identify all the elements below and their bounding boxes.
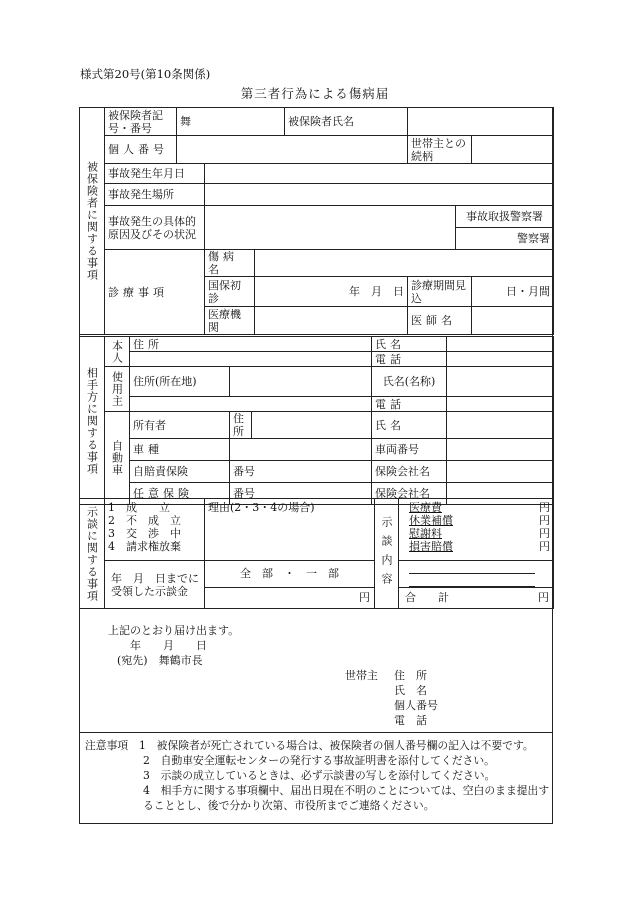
content-blank-lines[interactable]: [399, 561, 553, 587]
vol-company-label: 保険会社名: [372, 483, 447, 505]
owner-label: 所有者: [130, 412, 230, 439]
owner-name-label: 氏名: [372, 412, 447, 439]
owner-name-field[interactable]: [447, 412, 554, 439]
owner-address-label: 住所: [230, 412, 252, 439]
employer-extra-field[interactable]: [130, 397, 372, 412]
declaration-date[interactable]: 年 月 日: [130, 639, 207, 652]
institution-field[interactable]: [255, 307, 408, 335]
content-label: 示談内容: [375, 499, 399, 609]
period-field[interactable]: 日・月間: [472, 277, 554, 307]
police-field[interactable]: 警察署: [456, 228, 554, 250]
opponent-section-label: 相手方に関する事項: [80, 337, 105, 505]
doctor-field[interactable]: [472, 307, 554, 335]
symbol-label: 被保険者記号・番号: [105, 108, 177, 136]
self-phone-field[interactable]: [447, 352, 554, 367]
symbol-field[interactable]: 舞: [177, 108, 285, 136]
plate-label: 車両番号: [372, 439, 447, 461]
date-label: 事故発生年月日: [105, 164, 205, 184]
all-part-choice[interactable]: 全 部 ・ 一 部: [205, 561, 374, 588]
content-items: [399, 499, 554, 561]
total-row[interactable]: 合 計 円: [399, 587, 553, 608]
first-visit-label: 国保初診: [205, 277, 255, 307]
reason-field[interactable]: 理由(2・3・4の場合): [205, 499, 375, 561]
injury-field[interactable]: [255, 250, 554, 277]
self-name-field[interactable]: [447, 337, 554, 352]
item-damages[interactable]: 損害賠償 円: [409, 540, 550, 553]
vol-no-field[interactable]: 番号: [230, 483, 372, 505]
place-field[interactable]: [205, 184, 554, 206]
place-label: 事故発生場所: [105, 184, 205, 206]
option-2[interactable]: 2 不 成 立: [108, 514, 181, 527]
self-name-label: 氏名: [372, 337, 447, 352]
insured-table: [79, 107, 554, 335]
note-3: 3 示談の成立しているときは、必ず示談書の写しを添付してください。: [143, 769, 496, 782]
doctor-label: 医師名: [408, 307, 472, 335]
notes: [85, 738, 550, 813]
employer-address-field[interactable]: [230, 367, 372, 397]
plate-field[interactable]: [447, 439, 554, 461]
police-label: 事故取扱警察署: [456, 206, 554, 228]
self-phone-label: 電話: [372, 352, 447, 367]
received-label: 年 月 日までに受領した示談金: [105, 561, 205, 609]
settlement-options: [105, 499, 205, 561]
vehicle-type-label: 車種: [130, 439, 230, 461]
declaration-addressee: (宛先) 舞鶴市長: [117, 654, 203, 667]
settlement-section-label: 示談に関する事項: [80, 499, 105, 609]
option-3[interactable]: 3 交 渉 中: [108, 527, 181, 540]
personal-no-field[interactable]: [177, 136, 408, 164]
item-medical[interactable]: 医療費 円: [409, 501, 550, 514]
period-label: 診療期間見込: [408, 277, 472, 307]
option-4[interactable]: 4 請求権放棄: [108, 540, 181, 553]
householder-personal-no[interactable]: 個人番号: [394, 699, 438, 712]
self-label: 本人: [105, 337, 130, 367]
notes-label: 注意事項: [85, 739, 129, 752]
vehicle-type-field[interactable]: [230, 439, 372, 461]
employer-phone-field[interactable]: [447, 397, 554, 412]
employer-name-field[interactable]: [447, 367, 554, 397]
car-label: 自動車: [105, 412, 130, 505]
self-address-field[interactable]: [130, 352, 372, 367]
declaration-text: 上記のとおり届け出ます。: [108, 624, 240, 637]
insured-section-label: 被保険者に関する事項: [80, 108, 105, 335]
cause-label: 事故発生の具体的原因及びその状況: [105, 206, 205, 250]
householder-address[interactable]: 住 所: [394, 669, 427, 682]
vol-label: 任意保険: [130, 483, 230, 505]
householder-label: 世帯主: [345, 669, 378, 682]
insured-name-field[interactable]: [408, 108, 554, 136]
insured-name-label: 被保険者氏名: [285, 108, 408, 136]
item-consolation[interactable]: 慰謝料 円: [409, 527, 550, 540]
note-4: 4 相手方に関する事項欄中、届出日現在不明のことについては、空白のまま提出することとし、後で分かり次第、市役所までご連絡ください。: [143, 784, 550, 812]
relation-label: 世帯主との続柄: [408, 136, 472, 164]
institution-label: 医療機関: [205, 307, 255, 335]
item-leave[interactable]: 休業補償 円: [409, 514, 550, 527]
settlement-table: [79, 498, 554, 609]
notes-divider: [79, 732, 553, 733]
cali-no-field[interactable]: 番号: [230, 461, 372, 483]
personal-no-label: 個人番号: [105, 136, 177, 164]
first-visit-field[interactable]: 年 月 日: [255, 277, 408, 307]
received-amount[interactable]: 円: [359, 591, 370, 604]
cali-label: 自賠責保険: [130, 461, 230, 483]
note-2: 2 自動車安全運転センターの発行する事故証明書を添付してください。: [143, 754, 495, 767]
employer-address-label: 住所(所在地): [130, 367, 230, 397]
injury-label: 傷病名: [205, 250, 255, 277]
employer-name-label: 氏名(名称): [372, 367, 447, 397]
owner-address-field[interactable]: [252, 412, 372, 439]
employer-phone-label: 電話: [372, 397, 447, 412]
received-field[interactable]: [205, 561, 375, 609]
total-cell: [399, 561, 554, 609]
householder-phone[interactable]: 電 話: [394, 714, 427, 727]
form-title: 第三者行為による傷病届: [240, 86, 390, 101]
employer-label: 使用主: [105, 367, 130, 412]
cali-company-label: 保険会社名: [372, 461, 447, 483]
householder-name[interactable]: 氏 名: [394, 684, 427, 697]
note-1: 注意事項 1 被保険者が死亡されている場合は、被保険者の個人番号欄の記入は不要です。: [85, 739, 534, 752]
option-1[interactable]: 1 成 立: [108, 501, 170, 514]
self-address-label: 住所: [130, 337, 372, 352]
form-number: 様式第20号(第10条関係): [80, 67, 211, 81]
treatment-label: 診療事項: [105, 250, 205, 335]
cali-company-field[interactable]: [447, 461, 554, 483]
opponent-table: [79, 336, 554, 505]
cause-field[interactable]: [205, 206, 456, 250]
date-field[interactable]: [205, 164, 554, 184]
relation-field[interactable]: [472, 136, 554, 164]
